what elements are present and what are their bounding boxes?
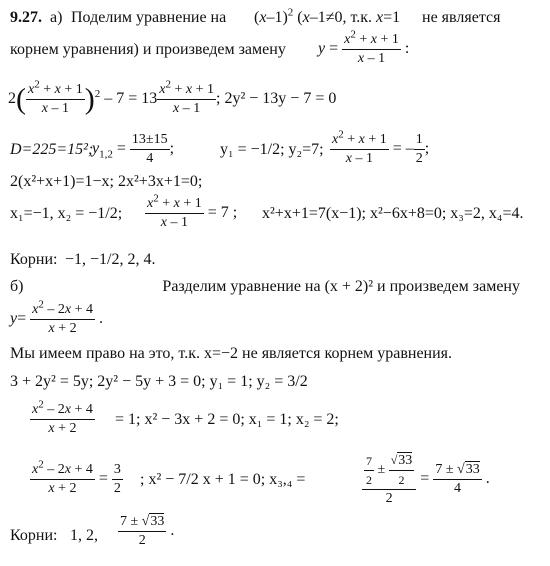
quadratic-b: 3 + 2y² = 5y; 2y² − 5y + 3 = 0; y₁ = 1; y₂ = 3/2	[10, 373, 308, 390]
roots-b2-formula: $\frac{7}{2}$ ± $\frac{√33}{2}$ 2 = $\frac{7 \pm √33}{4}$ .	[362, 452, 490, 507]
answer-b: 1, 2,	[70, 527, 98, 544]
answer-b-root: $\frac{7 \pm √33}{2}$ .	[120, 514, 175, 548]
roots-b1: = 1; x² − 3x + 2 = 0; x₁ = 1; x₂ = 2;	[115, 411, 339, 428]
part-b-intro: Разделим уравнение на (x + 2)² и произведем замену	[162, 278, 520, 295]
answer-a-label: Корни:	[10, 251, 58, 268]
substitution-b: y= $\frac{x^2 - 2x + 4}{x + 2}$ .	[10, 298, 103, 336]
quadratic-in-fraction: 2( $\frac{x^2 + x + 1}{x - 1}$ )$^2$ – 7 = 13 $\frac{x^2 + x + 1}{x - 1}$ ; 2y² − 13y − 7 = 0	[8, 78, 337, 116]
y-values: y₁ = −1/2; y₂=7;	[220, 141, 324, 158]
quadratic-b2: ; x² − 7/2 x + 1 = 0; x₃,₄ =	[140, 471, 306, 488]
part-a-intro: Поделим уравнение на	[71, 9, 227, 26]
discriminant: D=225=15²;	[10, 141, 94, 158]
back-substitution-b1: $\frac{x^2 - 2x + 4}{x + 2}$	[32, 398, 93, 436]
second-roots: x²+x+1=7(x−1); x²−6x+8=0; x₃=2, x₄=4.	[262, 205, 524, 222]
first-roots: x₁=−1, x₂ = −1/2;	[10, 205, 123, 222]
answer-a: −1, −1/2, 2, 4.	[65, 251, 156, 268]
answer-b-label: Корни:	[10, 527, 58, 544]
problem-number: 9.27.	[10, 9, 42, 26]
back-substitution-1: $\frac{x^2 + x + 1}{x - 1}$ = – $\frac{1}{2}$ ;	[332, 128, 430, 166]
part-a-label: а)	[50, 9, 63, 26]
justification: Мы имеем право на это, т.к. x=−2 не является корнем уравнения.	[10, 345, 453, 362]
substitution-expr: y = $\frac{x^2 + x + 1}{x - 1}$ :	[318, 28, 410, 66]
not-root-text: не является	[422, 9, 501, 26]
part-b-label: б)	[10, 278, 24, 295]
divisor-expr: $(x-1)^2$ (x–1≠0, т.к. x=1	[254, 6, 401, 26]
substitution-intro: корнем уравнения) и произведем замену	[10, 41, 286, 58]
y12-expr: $y_{1,2}$ = $\frac{13\pm 15}{4}$ ;	[92, 132, 175, 166]
back-substitution-2: $\frac{x^2 + x + 1}{x - 1}$ = 7 ;	[147, 192, 238, 230]
linear-eq: 2(x²+x+1)=1−x; 2x²+3x+1=0;	[10, 173, 203, 190]
back-substitution-b2: $\frac{x^2 - 2x + 4}{x + 2}$ = $\frac{3}{2}$	[32, 458, 121, 496]
line-8	[10, 277, 520, 297]
